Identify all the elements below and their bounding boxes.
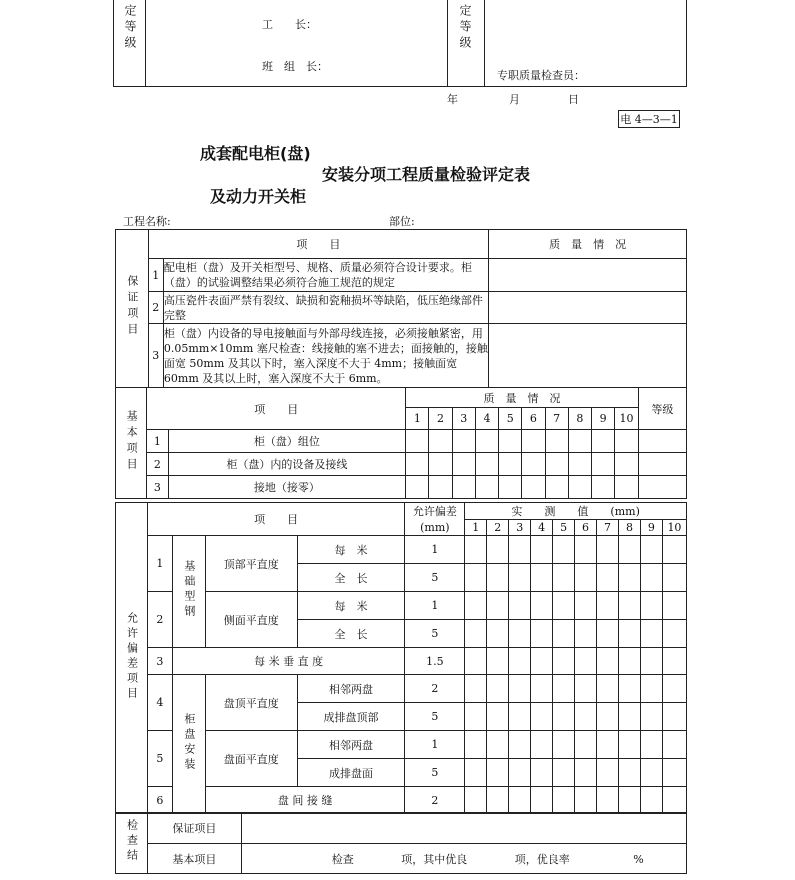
quality-cell[interactable] xyxy=(568,476,591,499)
measure-cell[interactable] xyxy=(531,675,553,703)
col-number: 10 xyxy=(662,520,686,536)
quality-cell[interactable] xyxy=(568,453,591,476)
col-number: 4 xyxy=(531,520,553,536)
measure-cell[interactable] xyxy=(575,787,597,814)
grade-cell[interactable] xyxy=(638,430,686,453)
measure-cell[interactable] xyxy=(662,731,686,759)
deviation-subitem: 盘面平直度 xyxy=(205,731,297,787)
measure-cell[interactable] xyxy=(465,703,487,731)
guarantee-item-text: 配电柜（盘）及开关柜型号、规格、质量必须符合设计要求。柜（盘）的试验调整结果必须符合施工规范的规定 xyxy=(163,259,488,292)
measure-cell[interactable] xyxy=(465,787,487,814)
col-number: 3 xyxy=(509,520,531,536)
measure-cell[interactable] xyxy=(531,759,553,787)
date-month: 月 xyxy=(509,93,520,106)
excellent-text: 项，优良率 xyxy=(514,852,570,866)
measure-cell[interactable] xyxy=(575,620,597,648)
deviation-item-no: 3 xyxy=(147,648,172,675)
measure-cell[interactable] xyxy=(509,731,531,759)
guarantee-quality-header: 质 量 情 况 xyxy=(489,230,687,259)
measure-cell[interactable] xyxy=(662,648,686,675)
deviation-item-no: 4 xyxy=(147,675,172,731)
measure-cell[interactable] xyxy=(662,703,686,731)
measure-cell[interactable] xyxy=(465,675,487,703)
quality-cell[interactable] xyxy=(591,453,614,476)
measure-cell[interactable] xyxy=(509,675,531,703)
allowed-value: 5 xyxy=(405,620,465,648)
measure-cell[interactable] xyxy=(640,787,662,814)
quality-cell[interactable] xyxy=(429,430,452,453)
col-number: 8 xyxy=(618,520,640,536)
measure-cell[interactable] xyxy=(597,759,619,787)
deviation-row xyxy=(116,675,687,703)
result-basic-label: 基本项目 xyxy=(147,844,241,874)
quality-cell[interactable] xyxy=(489,259,687,292)
measure-cell[interactable] xyxy=(487,564,509,592)
col-number: 1 xyxy=(465,520,487,536)
deviation-condition: 成排盘面 xyxy=(297,759,405,787)
measure-cell[interactable] xyxy=(640,703,662,731)
guarantee-item-no: 1 xyxy=(148,259,163,292)
quality-cell[interactable] xyxy=(489,292,687,324)
deviation-condition: 相邻两盘 xyxy=(297,731,405,759)
measure-cell[interactable] xyxy=(640,759,662,787)
title-line3: 及动力开关柜 xyxy=(210,187,307,206)
measure-cell[interactable] xyxy=(553,675,575,703)
measure-cell[interactable] xyxy=(640,675,662,703)
measure-cell[interactable] xyxy=(597,703,619,731)
grade-cell[interactable] xyxy=(638,453,686,476)
measure-cell[interactable] xyxy=(618,592,640,620)
measure-cell[interactable] xyxy=(575,731,597,759)
items-text: 项，其中优良 xyxy=(401,852,468,866)
measure-cell[interactable] xyxy=(487,675,509,703)
measure-cell[interactable] xyxy=(553,787,575,814)
quality-cell[interactable] xyxy=(429,476,452,499)
quality-cell[interactable] xyxy=(545,476,568,499)
basic-item-text: 接地（接零） xyxy=(168,476,406,499)
quality-cell[interactable] xyxy=(406,453,429,476)
measure-cell[interactable] xyxy=(640,592,662,620)
measure-cell[interactable] xyxy=(509,592,531,620)
measure-cell[interactable] xyxy=(618,703,640,731)
quality-cell[interactable] xyxy=(499,476,522,499)
measure-cell[interactable] xyxy=(465,731,487,759)
allowed-value: 1 xyxy=(405,536,465,564)
quality-cell[interactable] xyxy=(406,476,429,499)
deviation-item-no: 1 xyxy=(147,536,172,592)
col-number: 7 xyxy=(545,408,568,430)
measure-cell[interactable] xyxy=(618,564,640,592)
measure-cell[interactable] xyxy=(531,703,553,731)
measure-cell[interactable] xyxy=(618,620,640,648)
measure-cell[interactable] xyxy=(465,536,487,564)
allowed-value: 1.5 xyxy=(405,648,465,675)
measure-cell[interactable] xyxy=(465,592,487,620)
basic-item-no: 3 xyxy=(147,476,168,499)
part-label: 部位: xyxy=(389,215,415,228)
top-right-vertical-label: 定等级 xyxy=(458,4,472,52)
measure-cell[interactable] xyxy=(640,536,662,564)
measure-cell[interactable] xyxy=(509,620,531,648)
quality-cell[interactable] xyxy=(545,430,568,453)
result-guarantee-value[interactable] xyxy=(241,813,686,844)
measure-cell[interactable] xyxy=(553,703,575,731)
measure-cell[interactable] xyxy=(575,592,597,620)
col-number: 6 xyxy=(522,408,545,430)
measure-cell[interactable] xyxy=(618,759,640,787)
inspector-label: 专职质量检查员： xyxy=(497,69,585,82)
measure-cell[interactable] xyxy=(509,564,531,592)
allowed-value: 5 xyxy=(405,759,465,787)
deviation-condition: 每 米 xyxy=(297,592,405,620)
quality-cell[interactable] xyxy=(522,453,545,476)
group-label-cabinet: 柜盘安装 xyxy=(172,675,205,814)
quality-cell[interactable] xyxy=(615,453,639,476)
basic-row xyxy=(116,453,687,476)
deviation-row xyxy=(116,648,687,675)
measure-cell[interactable] xyxy=(662,620,686,648)
measure-cell[interactable] xyxy=(553,620,575,648)
allowed-value: 5 xyxy=(405,564,465,592)
deviation-section-label: 允许偏差项目 xyxy=(116,503,148,814)
allowed-value: 1 xyxy=(405,731,465,759)
deviation-item-no: 5 xyxy=(147,731,172,787)
quality-cell[interactable] xyxy=(591,430,614,453)
measure-cell[interactable] xyxy=(487,620,509,648)
allowed-value: 2 xyxy=(405,787,465,814)
measure-cell[interactable] xyxy=(575,703,597,731)
team-leader-label: 班 组 长： xyxy=(262,60,328,73)
deviation-subitem: 每 米 垂 直 度 xyxy=(172,648,405,675)
measure-cell[interactable] xyxy=(487,592,509,620)
measure-cell[interactable] xyxy=(531,536,553,564)
guarantee-item-text: 高压瓷件表面严禁有裂纹、缺损和瓷釉损坏等缺陷，低压绝缘部件完整 xyxy=(163,292,488,324)
deviation-condition: 全 长 xyxy=(297,564,405,592)
measure-cell[interactable] xyxy=(465,620,487,648)
measure-cell[interactable] xyxy=(662,536,686,564)
measure-cell[interactable] xyxy=(618,731,640,759)
deviation-condition: 相邻两盘 xyxy=(297,675,405,703)
basic-item-text: 柜（盘）组位 xyxy=(168,430,406,453)
result-guarantee-label: 保证项目 xyxy=(147,813,241,844)
measure-cell[interactable] xyxy=(575,648,597,675)
measure-cell[interactable] xyxy=(465,648,487,675)
deviation-item-header: 项 目 xyxy=(147,503,404,536)
measure-cell[interactable] xyxy=(553,759,575,787)
guarantee-item-header: 项 目 xyxy=(148,230,489,259)
col-number: 2 xyxy=(429,408,452,430)
measure-cell[interactable] xyxy=(640,564,662,592)
foreman-label: 工 长： xyxy=(262,18,317,31)
title-line2: 安装分项工程质量检验评定表 xyxy=(322,165,531,184)
basic-section-label: 基本项目 xyxy=(116,388,147,499)
measure-cell[interactable] xyxy=(531,731,553,759)
deviation-subitem: 侧面平直度 xyxy=(205,592,297,648)
quality-cell[interactable] xyxy=(475,476,498,499)
measure-cell[interactable] xyxy=(509,536,531,564)
measure-cell[interactable] xyxy=(531,592,553,620)
measure-cell[interactable] xyxy=(575,536,597,564)
guarantee-item-text: 柜（盘）内设备的导电接触面与外部母线连接，必须接触紧密，用 0.05mm×10mm 塞尺检查：线接触的塞不进去；面接触的，接触面宽 50mm 及其以下时，塞入深度不大于 4mm；接触面宽 60mm 及其以上时，塞入深度不大于 6mm。 xyxy=(163,324,488,388)
quality-cell[interactable] xyxy=(499,453,522,476)
measure-cell[interactable] xyxy=(487,731,509,759)
measure-cell[interactable] xyxy=(531,620,553,648)
form-code: 电 4—3—1 xyxy=(618,110,680,128)
quality-cell[interactable] xyxy=(452,453,475,476)
group-label-foundation: 基础型钢 xyxy=(172,536,205,648)
basic-item-no: 2 xyxy=(147,453,168,476)
deviation-condition: 全 长 xyxy=(297,620,405,648)
measure-cell[interactable] xyxy=(509,787,531,814)
measure-cell[interactable] xyxy=(640,620,662,648)
quality-cell[interactable] xyxy=(522,476,545,499)
measure-cell[interactable] xyxy=(597,536,619,564)
deviation-item-no: 2 xyxy=(147,592,172,648)
measure-cell[interactable] xyxy=(597,731,619,759)
measure-cell[interactable] xyxy=(487,536,509,564)
allow-unit: (mm) xyxy=(405,520,465,536)
measure-cell[interactable] xyxy=(553,564,575,592)
basic-quality-header: 质 量 情 况 xyxy=(406,388,639,408)
measure-cell[interactable] xyxy=(618,648,640,675)
measure-cell[interactable] xyxy=(553,731,575,759)
measure-cell[interactable] xyxy=(487,787,509,814)
quality-cell[interactable] xyxy=(429,453,452,476)
measure-cell[interactable] xyxy=(618,787,640,814)
measure-cell[interactable] xyxy=(553,648,575,675)
quality-cell[interactable] xyxy=(499,430,522,453)
measure-cell[interactable] xyxy=(531,648,553,675)
quality-cell[interactable] xyxy=(545,453,568,476)
measure-cell[interactable] xyxy=(575,564,597,592)
basic-table xyxy=(115,387,687,499)
measure-cell[interactable] xyxy=(597,675,619,703)
col-number: 6 xyxy=(575,520,597,536)
col-number: 7 xyxy=(597,520,619,536)
result-basic-value xyxy=(241,844,686,874)
allowed-value: 2 xyxy=(405,675,465,703)
deviation-table xyxy=(115,502,687,814)
measure-cell[interactable] xyxy=(640,731,662,759)
quality-cell[interactable] xyxy=(475,453,498,476)
measure-cell[interactable] xyxy=(662,592,686,620)
col-number: 3 xyxy=(452,408,475,430)
date-day: 日 xyxy=(568,93,579,106)
measure-cell[interactable] xyxy=(465,759,487,787)
allow-header: 允许偏差 xyxy=(405,503,465,520)
guarantee-item-no: 2 xyxy=(148,292,163,324)
col-number: 8 xyxy=(568,408,591,430)
basic-row xyxy=(116,430,687,453)
basic-item-header: 项 目 xyxy=(147,388,406,430)
date-year: 年 xyxy=(447,93,458,106)
deviation-condition: 每 米 xyxy=(297,536,405,564)
measure-cell[interactable] xyxy=(553,592,575,620)
guarantee-table xyxy=(115,229,687,388)
measure-cell[interactable] xyxy=(618,536,640,564)
measure-cell[interactable] xyxy=(487,759,509,787)
measure-cell[interactable] xyxy=(553,536,575,564)
deviation-row xyxy=(116,536,687,564)
quality-cell[interactable] xyxy=(406,430,429,453)
quality-cell[interactable] xyxy=(568,430,591,453)
quality-cell[interactable] xyxy=(615,476,639,499)
guarantee-section-label: 保证项目 xyxy=(116,230,149,388)
measured-header: 实 测 值 (mm) xyxy=(465,503,687,520)
quality-cell[interactable] xyxy=(522,430,545,453)
basic-item-text: 柜（盘）内的设备及接线 xyxy=(168,453,406,476)
measure-cell[interactable] xyxy=(597,620,619,648)
measure-cell[interactable] xyxy=(597,648,619,675)
col-number: 5 xyxy=(553,520,575,536)
col-number: 1 xyxy=(406,408,429,430)
measure-cell[interactable] xyxy=(465,564,487,592)
measure-cell[interactable] xyxy=(575,759,597,787)
basic-item-no: 1 xyxy=(147,430,168,453)
col-number: 5 xyxy=(499,408,522,430)
col-number: 9 xyxy=(591,408,614,430)
measure-cell[interactable] xyxy=(597,787,619,814)
allowed-value: 1 xyxy=(405,592,465,620)
project-name-label: 工程名称: xyxy=(123,215,171,228)
measure-cell[interactable] xyxy=(509,703,531,731)
basic-grade-header: 等级 xyxy=(638,388,686,430)
measure-cell[interactable] xyxy=(531,787,553,814)
quality-cell[interactable] xyxy=(615,430,639,453)
measure-cell[interactable] xyxy=(662,759,686,787)
check-text: 检查 xyxy=(331,852,354,866)
measure-cell[interactable] xyxy=(662,564,686,592)
allowed-value: 5 xyxy=(405,703,465,731)
col-number: 4 xyxy=(475,408,498,430)
quality-cell[interactable] xyxy=(489,324,687,388)
deviation-subitem: 盘顶平直度 xyxy=(205,675,297,731)
percent-sign: % xyxy=(633,852,644,866)
measure-cell[interactable] xyxy=(575,675,597,703)
quality-cell[interactable] xyxy=(452,430,475,453)
measure-cell[interactable] xyxy=(597,564,619,592)
col-number: 2 xyxy=(487,520,509,536)
deviation-item-no: 6 xyxy=(147,787,172,814)
measure-cell[interactable] xyxy=(531,564,553,592)
measure-cell[interactable] xyxy=(618,675,640,703)
measure-cell[interactable] xyxy=(487,703,509,731)
measure-cell[interactable] xyxy=(487,648,509,675)
measure-cell[interactable] xyxy=(597,592,619,620)
measure-cell[interactable] xyxy=(509,759,531,787)
measure-cell[interactable] xyxy=(640,648,662,675)
measure-cell[interactable] xyxy=(509,648,531,675)
basic-row xyxy=(116,476,687,499)
deviation-condition: 成排盘顶部 xyxy=(297,703,405,731)
deviation-subitem: 顶部平直度 xyxy=(205,536,297,592)
deviation-subitem: 盘 间 接 缝 xyxy=(205,787,405,814)
quality-cell[interactable] xyxy=(591,476,614,499)
result-table xyxy=(115,812,687,874)
col-number: 9 xyxy=(640,520,662,536)
quality-cell[interactable] xyxy=(452,476,475,499)
title-line1: 成套配电柜(盘) xyxy=(200,144,311,163)
grade-cell[interactable] xyxy=(638,476,686,499)
top-left-vertical-label: 定等级 xyxy=(123,4,137,52)
result-section-label: 检查结 xyxy=(116,813,148,874)
measure-cell[interactable] xyxy=(662,675,686,703)
measure-cell[interactable] xyxy=(662,787,686,814)
quality-cell[interactable] xyxy=(475,430,498,453)
col-number: 10 xyxy=(615,408,639,430)
guarantee-item-no: 3 xyxy=(148,324,163,388)
